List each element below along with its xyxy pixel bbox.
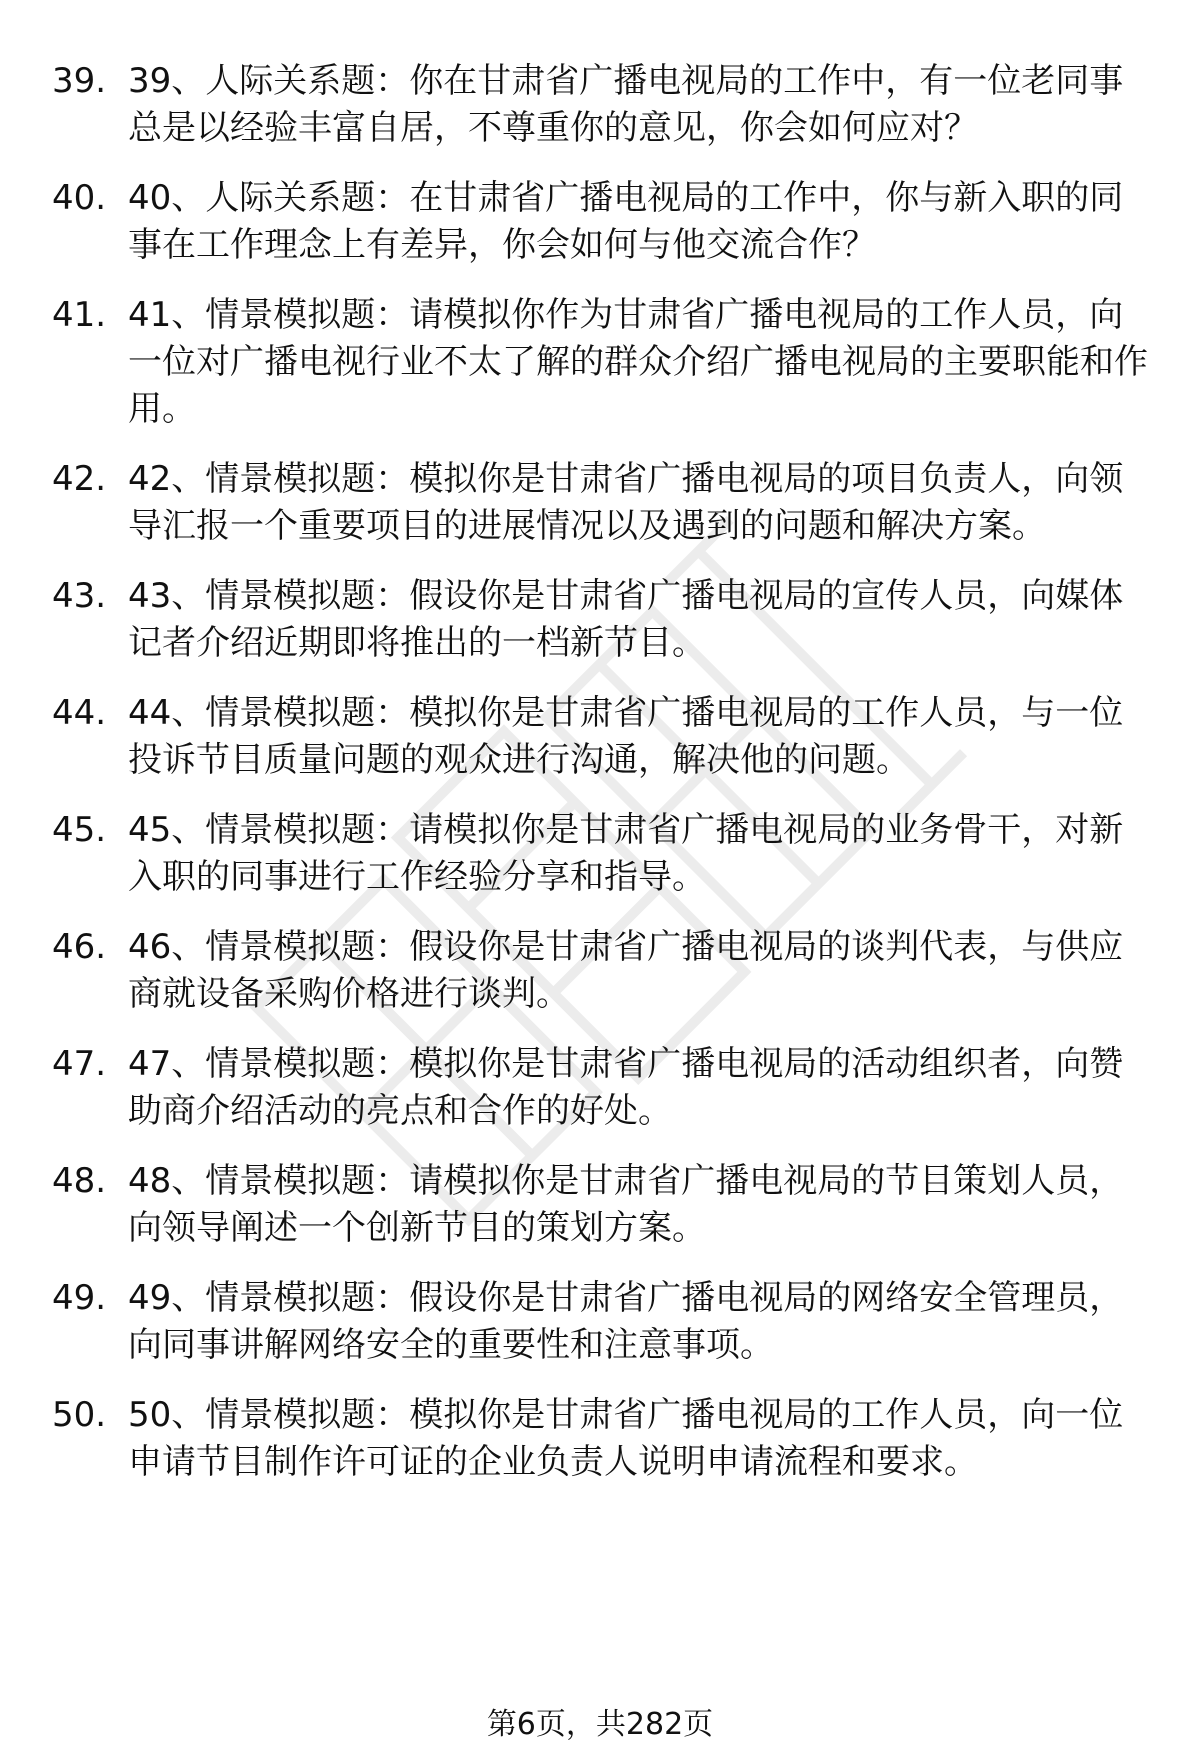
question-text: 39、人际关系题：你在甘肃省广播电视局的工作中，有一位老同事总是以经验丰富自居，不尊重你的意见，你会如何应对？ <box>128 61 1124 148</box>
question-number: 47. <box>52 1044 107 1084</box>
page-footer: 第6页，共282页 <box>486 1707 714 1742</box>
question-item <box>0 924 1200 1041</box>
question-number: 42. <box>52 459 107 499</box>
question-text: 47、情景模拟题：模拟你是甘肃省广播电视局的活动组织者，向赞助商介绍活动的亮点和合作的好处。 <box>128 1044 1124 1131</box>
question-list <box>0 58 1200 1509</box>
question-number: 41. <box>52 295 107 335</box>
question-item <box>0 573 1200 690</box>
question-text: 46、情景模拟题：假设你是甘肃省广播电视局的谈判代表，与供应商就设备采购价格进行谈判。 <box>128 927 1124 1014</box>
question-text: 49、情景模拟题：假设你是甘肃省广播电视局的网络安全管理员，向同事讲解网络安全的重要性和注意事项。 <box>128 1278 1124 1365</box>
question-item <box>0 58 1200 175</box>
question-text: 45、情景模拟题：请模拟你是甘肃省广播电视局的业务骨干，对新入职的同事进行工作经验分享和指导。 <box>128 810 1124 897</box>
question-number: 48. <box>52 1161 107 1201</box>
question-item <box>0 1158 1200 1275</box>
question-number: 46. <box>52 927 107 967</box>
question-text: 50、情景模拟题：模拟你是甘肃省广播电视局的工作人员，向一位申请节目制作许可证的企业负责人说明申请流程和要求。 <box>128 1395 1124 1482</box>
question-item <box>0 807 1200 924</box>
question-text: 48、情景模拟题：请模拟你是甘肃省广播电视局的节目策划人员，向领导阐述一个创新节目的策划方案。 <box>128 1161 1124 1248</box>
question-item <box>0 1275 1200 1392</box>
question-number: 43. <box>52 576 107 616</box>
question-text: 42、情景模拟题：模拟你是甘肃省广播电视局的项目负责人，向领导汇报一个重要项目的进展情况以及遇到的问题和解决方案。 <box>128 459 1124 546</box>
question-text: 43、情景模拟题：假设你是甘肃省广播电视局的宣传人员，向媒体记者介绍近期即将推出的一档新节目。 <box>128 576 1124 663</box>
question-number: 39. <box>52 61 107 101</box>
question-number: 50. <box>52 1395 107 1435</box>
question-item <box>0 456 1200 573</box>
question-text: 44、情景模拟题：模拟你是甘肃省广播电视局的工作人员，与一位投诉节目质量问题的观众进行沟通，解决他的问题。 <box>128 693 1124 780</box>
question-number: 49. <box>52 1278 107 1318</box>
question-item <box>0 690 1200 807</box>
question-item <box>0 1041 1200 1158</box>
question-item <box>0 1392 1200 1509</box>
question-number: 44. <box>52 693 107 733</box>
question-text: 40、人际关系题：在甘肃省广播电视局的工作中，你与新入职的同事在工作理念上有差异，你会如何与他交流合作？ <box>128 178 1124 265</box>
question-item <box>0 175 1200 292</box>
question-item <box>0 292 1200 456</box>
question-number: 40. <box>52 178 107 218</box>
question-number: 45. <box>52 810 107 850</box>
question-text: 41、情景模拟题：请模拟你作为甘肃省广播电视局的工作人员，向一位对广播电视行业不太了解的群众介绍广播电视局的主要职能和作用。 <box>128 295 1148 429</box>
